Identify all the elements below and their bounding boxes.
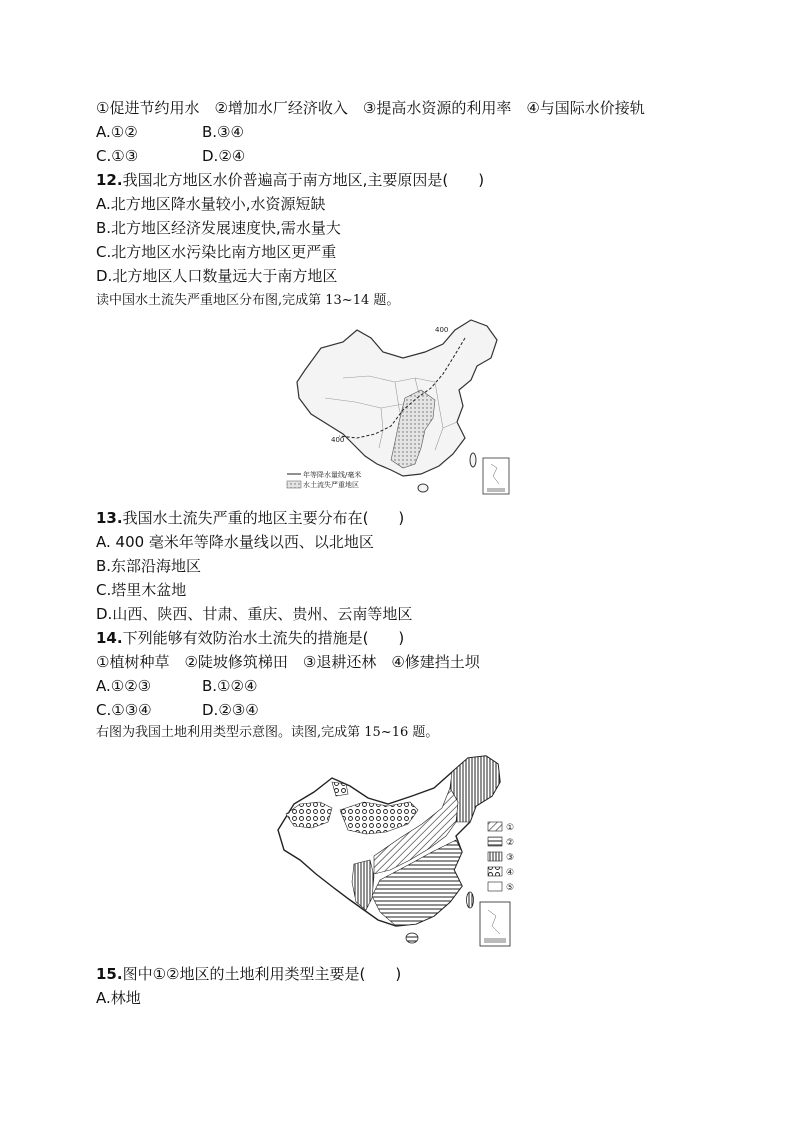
q14-option-b[interactable]: B.①②④ bbox=[202, 677, 258, 695]
land-use-legend bbox=[488, 822, 514, 893]
legend-swatch-2 bbox=[488, 837, 502, 846]
legend-label-2: ② bbox=[506, 838, 515, 848]
legend-swatch-5 bbox=[488, 882, 502, 891]
q14-option-c[interactable]: C.①③④ bbox=[96, 701, 152, 719]
q14-statements: ①植树种草 ②陡坡修筑梯田 ③退耕还林 ④修建挡土坝 bbox=[96, 653, 480, 671]
intro-13-14: 读中国水土流失严重地区分布图,完成第 13~14 题。 bbox=[96, 293, 400, 308]
hainan-island bbox=[418, 484, 428, 492]
q15-stem bbox=[96, 964, 401, 984]
q15-number: 15. bbox=[96, 965, 123, 983]
q14-options-row-1 bbox=[96, 676, 257, 696]
taiwan-island-2 bbox=[467, 892, 474, 908]
legend-isoline-label: 年等降水量线/毫米 bbox=[303, 471, 362, 479]
q11-option-b[interactable]: B.③④ bbox=[202, 123, 244, 141]
q12-option-c[interactable]: C.北方地区水污染比南方地区更严重 bbox=[96, 243, 337, 261]
legend-label-3: ③ bbox=[506, 853, 515, 863]
q12-option-b[interactable]: B.北方地区经济发展速度快,需水量大 bbox=[96, 219, 341, 237]
isoline-label-top: 400 bbox=[435, 326, 449, 334]
q13-option-d[interactable]: D.山西、陕西、甘肃、重庆、贵州、云南等地区 bbox=[96, 605, 413, 623]
q12-option-d[interactable]: D.北方地区人口数量远大于南方地区 bbox=[96, 267, 338, 285]
legend-label-4: ④ bbox=[506, 868, 515, 878]
q12-option-a[interactable]: A.北方地区降水量较小,水资源短缺 bbox=[96, 195, 326, 213]
legend-erosion-label: 水土流失严重地区 bbox=[303, 481, 359, 489]
intro-15-16: 右图为我国土地利用类型示意图。读图,完成第 15~16 题。 bbox=[96, 725, 439, 740]
legend-label-5: ⑤ bbox=[506, 883, 515, 893]
q11-options-row-1 bbox=[96, 122, 244, 142]
legend-swatch-4 bbox=[488, 867, 502, 876]
q12-text: 我国北方地区水价普遍高于南方地区,主要原因是( ) bbox=[122, 171, 485, 189]
region-3-northeast bbox=[450, 756, 500, 822]
q13-text: 我国水土流失严重的地区主要分布在( ) bbox=[122, 509, 405, 527]
legend-swatch-1 bbox=[488, 822, 502, 831]
hainan-island-2 bbox=[406, 933, 418, 943]
isoline-label-left: 400 bbox=[331, 436, 345, 444]
q13-option-b[interactable]: B.东部沿海地区 bbox=[96, 557, 202, 575]
q14-stem bbox=[96, 628, 404, 648]
q13-option-a[interactable]: A. 400 毫米年等降水量线以西、以北地区 bbox=[96, 533, 374, 551]
legend-swatch-3 bbox=[488, 852, 502, 861]
q13-option-c[interactable]: C.塔里木盆地 bbox=[96, 581, 187, 599]
q13-number: 13. bbox=[96, 509, 123, 527]
q12-number: 12. bbox=[96, 171, 123, 189]
q14-option-a[interactable]: A.①②③ bbox=[96, 677, 152, 695]
q13-stem bbox=[96, 508, 404, 528]
q12-stem bbox=[96, 170, 484, 190]
soil-erosion-map bbox=[285, 318, 510, 498]
q11-option-c[interactable]: C.①③ bbox=[96, 147, 139, 165]
legend-erosion-swatch bbox=[287, 481, 301, 488]
q14-text: 下列能够有效防治水土流失的措施是( ) bbox=[122, 629, 405, 647]
land-use-map bbox=[270, 752, 532, 952]
q11-option-d[interactable]: D.②④ bbox=[202, 147, 246, 165]
q14-options-row-2 bbox=[96, 700, 259, 720]
q14-number: 14. bbox=[96, 629, 123, 647]
q11-options-row-2 bbox=[96, 146, 245, 166]
q15-option-a[interactable]: A.林地 bbox=[96, 989, 141, 1007]
legend-label-1: ① bbox=[506, 823, 515, 833]
q14-option-d[interactable]: D.②③④ bbox=[202, 701, 259, 719]
q11-statements: ①促进节约用水 ②增加水厂经济收入 ③提高水资源的利用率 ④与国际水价接轨 bbox=[96, 99, 645, 117]
q11-option-a[interactable]: A.①② bbox=[96, 123, 138, 141]
taiwan-island bbox=[470, 453, 476, 467]
q15-text: 图中①②地区的土地利用类型主要是( ) bbox=[122, 965, 402, 983]
